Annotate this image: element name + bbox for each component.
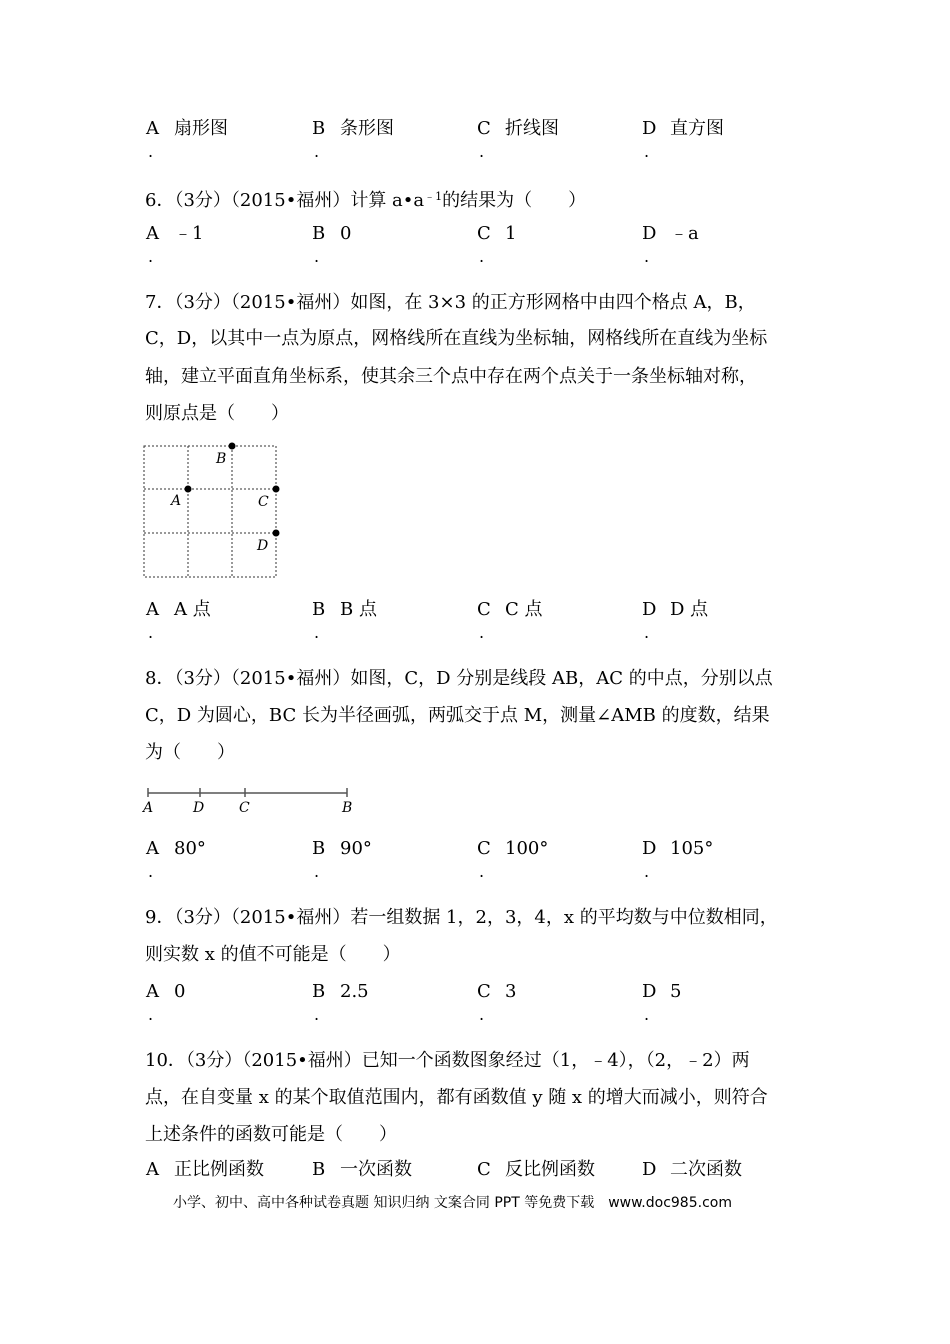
q8-segment-figure [140,783,360,817]
q7-option-d[interactable]: D D 点 [642,599,709,620]
q7-stem-line-1: 7．（3分）（2015•福州）如图，在 3×3 的正方形网格中由四个格点 A，B， [145,292,756,313]
q10-option-c[interactable]: C 反比例函数 [477,1159,595,1180]
q7-stem-line-3: 轴，建立平面直角坐标系，使其余三个点中存在两个点关于一条坐标轴对称， [145,366,757,387]
point-b [229,443,236,450]
q6-stem: 6．（3分）（2015•福州）计算 $a•a^{﹣1}$的结果为（ ） [145,190,587,211]
q6-option-a[interactable]: A ﹣1 [146,223,204,244]
q10-stem-line-3: 上述条件的函数可能是（ ） [145,1124,397,1145]
point-d [273,530,280,537]
q5-option-a[interactable]: A 扇形图 [146,118,228,139]
q9-option-b[interactable]: B 2.5 [312,981,369,1002]
q8-stem-line-3: 为（ ） [145,742,235,763]
label-d: D [193,800,205,816]
point-a [185,486,192,493]
q7-option-a[interactable]: A A 点 [146,599,211,620]
q8-option-a[interactable]: A 80° [146,838,206,859]
q7-stem-line-2: C，D，以其中一点为原点，网格线所在直线为坐标轴，网格线所在直线为坐标 [145,328,768,349]
q9-options: A 0 B 2.5 C 3 D 5 . . . . [146,981,682,1024]
q7-option-b[interactable]: B B 点 [312,599,377,620]
q5-option-c[interactable]: C 折线图 [477,118,559,139]
q5-option-b[interactable]: B 条形图 [312,118,394,139]
label-b: B [216,451,227,467]
q10-option-a[interactable]: A 正比例函数 [146,1159,264,1180]
q8-options: A 80° B 90° C 100° D 105° . . . . [146,838,714,881]
q7-stem-line-4: 则原点是（ ） [145,403,289,424]
q9-option-c[interactable]: C 3 [477,981,517,1002]
q7-grid-figure [140,440,285,582]
q10-option-b[interactable]: B 一次函数 [312,1159,412,1180]
q7-options: A A 点 B B 点 C C 点 D D 点 . . . . [146,599,709,642]
point-c [273,486,280,493]
label-a: A [143,800,154,816]
q6-option-d[interactable]: D ﹣a [642,223,699,244]
q10-stem-line-1: 10．（3分）（2015•福州）已知一个函数图象经过（1，﹣4），（2，﹣2）两 [145,1050,750,1071]
q8-stem-line-2: C，D 为圆心，BC 长为半径画弧，两弧交于点 M，测量∠AMB 的度数，结果 [145,705,770,726]
label-d: D [257,538,269,554]
q8-option-b[interactable]: B 90° [312,838,372,859]
page-footer: 小学、初中、高中各种试卷真题 知识归纳 文案合同 PPT 等免费下载 www.doc985.com [173,1195,732,1211]
label-c: C [239,800,250,816]
q5-option-d[interactable]: D 直方图 [642,118,724,139]
q8-stem-line-1: 8．（3分）（2015•福州）如图，C，D 分别是线段 AB，AC 的中点，分别以点 [145,668,773,689]
q10-option-d[interactable]: D 二次函数 [642,1159,742,1180]
q7-option-c[interactable]: C C 点 [477,599,543,620]
q10-stem-line-2: 点，在自变量 x 的某个取值范围内，都有函数值 y 随 x 的增大而减小，则符合 [145,1087,768,1108]
q6-option-c[interactable]: C 1 [477,223,517,244]
q9-stem-line-2: 则实数 x 的值不可能是（ ） [145,944,401,965]
q9-option-a[interactable]: A 0 [146,981,186,1002]
q9-option-d[interactable]: D 5 [642,981,682,1002]
q8-option-d[interactable]: D 105° [642,838,714,859]
label-c: C [258,494,269,510]
q9-stem-line-1: 9．（3分）（2015•福州）若一组数据 1，2，3，4，x 的平均数与中位数相同， [145,907,778,928]
q6-option-b[interactable]: B 0 [312,223,352,244]
label-a: A [171,493,182,509]
q5-options: A 扇形图 B 条形图 C 折线图 D 直方图 . . . . [146,118,724,161]
label-b: B [342,800,353,816]
q8-option-c[interactable]: C 100° [477,838,549,859]
q6-options: A ﹣1 B 0 C 1 D ﹣a . . . . [146,223,699,266]
